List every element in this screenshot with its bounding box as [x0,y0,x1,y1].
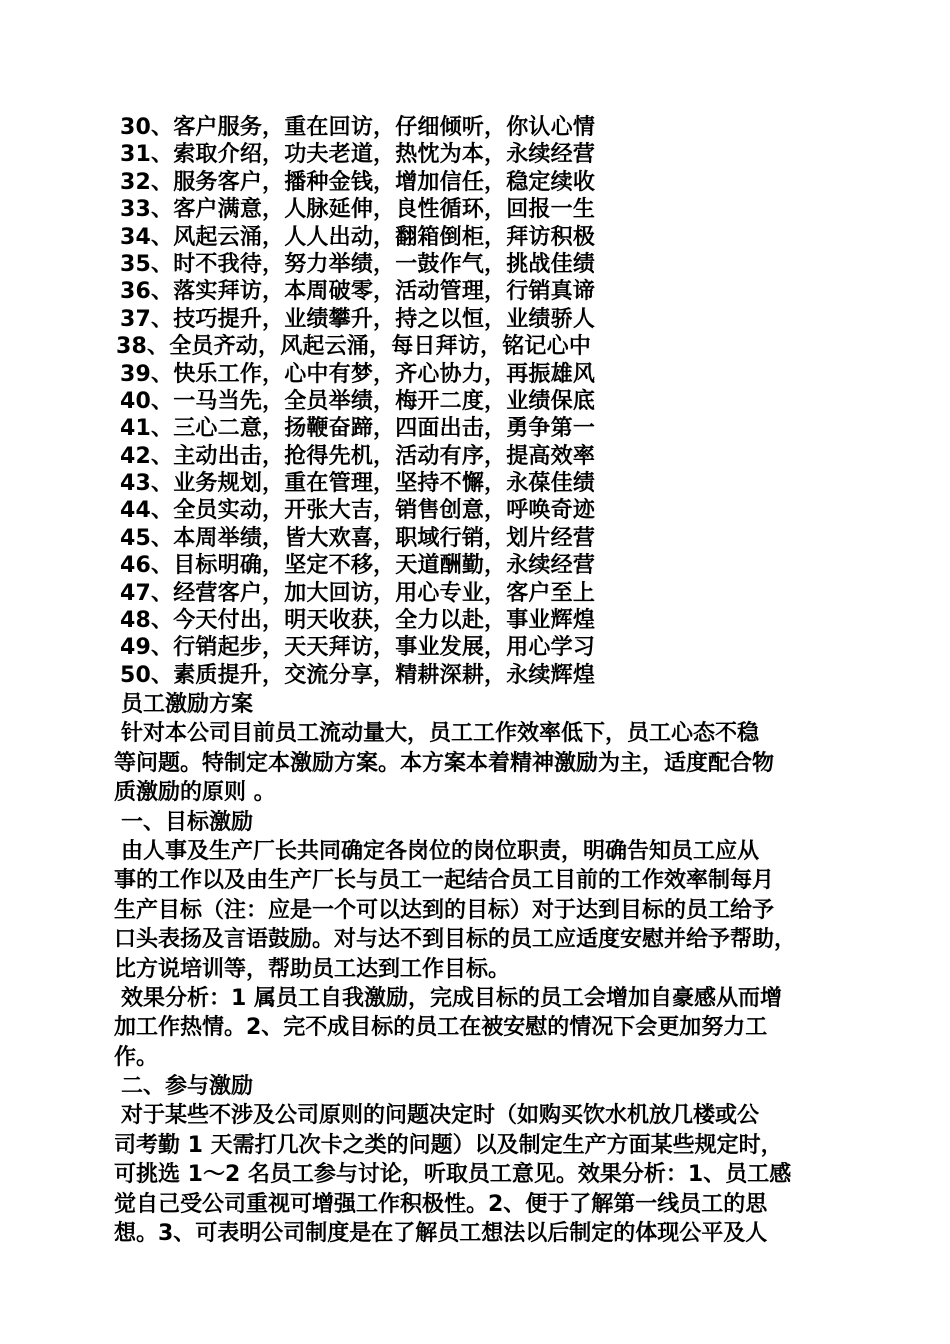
section2-body-line: 想。3、可表明公司制度是在了解员工想法以后制定的体现公平及人 [114,1221,768,1247]
slogan-item: 46、目标明确，坚定不移，天道酬勤，永续经营 [120,553,596,579]
section1-analysis-line: 效果分析：1 属员工自我激励，完成目标的员工会增加自豪感从而增 [121,985,782,1011]
slogan-list [116,114,680,689]
slogan-item: 39、快乐工作，心中有梦，齐心协力，再振雄风 [120,361,596,387]
section1-body-line: 事的工作以及由生产厂长与员工一起结合员工目前的工作效率制每月 [114,868,775,894]
section1-body-line: 口头表扬及言语鼓励。对与达不到目标的员工应适度安慰并给予帮助， [114,927,797,953]
slogan-item: 48、今天付出，明天收获，全力以赴，事业辉煌 [120,608,596,634]
intro-line: 质激励的原则 。 [114,780,276,806]
slogan-item: 32、服务客户，播种金钱，增加信任，稳定续收 [120,169,596,195]
intro-line: 针对本公司目前员工流动量大，员工工作效率低下，员工心态不稳 [121,721,760,747]
slogan-item: 34、风起云涌，人人出动，翻箱倒柜，拜访积极 [120,224,596,250]
slogan-item: 36、落实拜访，本周破零，活动管理，行销真谛 [120,279,596,305]
incentive-plan-article [114,690,846,1248]
slogan-item: 41、三心二意，扬鞭奋蹄，四面出击，勇争第一 [120,416,596,442]
section1-body-line: 由人事及生产厂长共同确定各岗位的岗位职责，明确告知员工应从 [121,838,760,864]
slogan-item: 30、客户服务，重在回访，仔细倾听，你认心情 [120,115,596,140]
section1-analysis-line: 加工作热情。2、完不成目标的员工在被安慰的情况下会更加努力工 [114,1015,768,1041]
slogan-item: 35、时不我待，努力举绩，一鼓作气，挑战佳绩 [120,251,596,277]
slogan-item: 49、行销起步，天天拜访，事业发展，用心学习 [120,635,596,661]
section1-body-line: 比方说培训等，帮助员工达到工作目标。 [114,956,511,982]
slogan-item: 43、业务规划，重在管理，坚持不懈，永葆佳绩 [120,471,596,497]
section2-body-line: 对于某些不涉及公司原则的问题决定时（如购买饮水机放几楼或公 [121,1103,760,1129]
section1-body-line: 生产目标（注：应是一个可以达到的目标）对于达到目标的员工给予 [114,897,775,923]
slogan-item: 31、索取介绍，功夫老道，热忱为本，永续经营 [120,142,596,168]
section2-body-line: 司考勤 1 天需打几次卡之类的问题）以及制定生产方面某些规定时， [114,1132,783,1158]
intro-line: 等问题。特制定本激励方案。本方案本着精神激励为主，适度配合物 [114,750,775,776]
section1-analysis-line: 作。 [114,1044,159,1070]
section2-body-line: 觉自己受公司重视可增强工作积极性。2、便于了解第一线员工的思 [114,1191,768,1217]
section2-body-line: 可挑选 1～2 名员工参与讨论，听取员工意见。效果分析：1、员工感 [114,1162,792,1188]
section-heading-goal-incentive: 一、目标激励 [121,809,254,835]
slogan-item: 42、主动出击，抢得先机，活动有序，提高效率 [120,443,596,469]
article-title: 员工激励方案 [121,692,254,717]
slogan-item: 37、技巧提升，业绩攀升，持之以恒，业绩骄人 [120,306,596,332]
slogan-item: 50、素质提升，交流分享，精耕深耕，永续辉煌 [120,662,596,688]
slogan-item: 44、全员实动，开张大吉，销售创意，呼唤奇迹 [120,498,596,524]
slogan-item: 38、全员齐动，风起云涌，每日拜访，铭记心中 [116,334,592,360]
slogan-item: 45、本周举绩，皆大欢喜，职域行销，划片经营 [120,525,596,551]
slogan-item: 40、一马当先，全员举绩，梅开二度，业绩保底 [120,388,596,414]
slogan-item: 33、客户满意，人脉延伸，良性循环，回报一生 [120,197,596,223]
section-heading-participation-incentive: 二、参与激励 [121,1074,254,1100]
slogan-item: 47、经营客户，加大回访，用心专业，客户至上 [120,580,596,606]
